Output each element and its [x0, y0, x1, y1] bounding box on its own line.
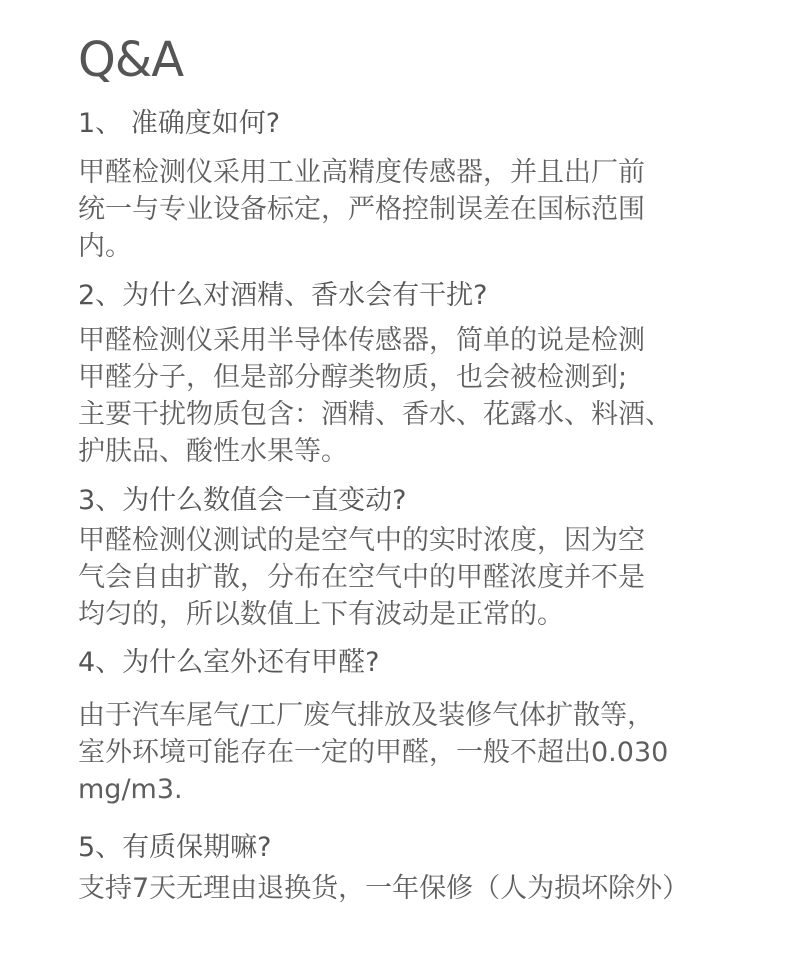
faq-answer [78, 322, 738, 470]
faq-answer [78, 154, 738, 265]
faq-answer-line: 护肤品、酸性水果等。 [78, 436, 348, 467]
faq-item-4 [78, 645, 738, 808]
faq-question: 1、 准确度如何? [78, 108, 281, 139]
faq-answer-line: 甲醛检测仪测试的是空气中的实时浓度，因为空 [78, 525, 645, 556]
faq-item-1 [78, 106, 738, 265]
faq-answer-line: 室外环境可能存在一定的甲醛，一般不超出0.030 [78, 737, 669, 768]
faq-item-5 [78, 830, 738, 907]
faq-answer-line: 甲醛检测仪采用半导体传感器，简单的说是检测 [78, 325, 645, 356]
faq-answer-line: 均匀的，所以数值上下有波动是正常的。 [78, 599, 564, 630]
faq-question: 2、为什么对酒精、香水会有干扰? [78, 280, 488, 311]
faq-answer-line: 支持7天无理由退换货，一年保修（人为损坏除外） [78, 873, 690, 904]
page-title: Q&A [78, 32, 184, 88]
faq-answer-line: 气会自由扩散，分布在空气中的甲醛浓度并不是 [78, 562, 645, 593]
faq-answer-line: 甲醛分子，但是部分醇类物质，也会被检测到; [78, 362, 628, 393]
faq-question: 4、为什么室外还有甲醛? [78, 647, 380, 678]
faq-answer-line: 统一与专业设备标定，严格控制误差在国标范围 [78, 194, 645, 225]
faq-answer [78, 870, 738, 907]
faq-question: 5、有质保期嘛? [78, 832, 272, 863]
faq-item-2 [78, 278, 738, 470]
faq-answer-line: 由于汽车尾气/工厂废气排放及装修气体扩散等， [78, 700, 655, 731]
faq-answer [78, 697, 738, 808]
faq-answer-line: 主要干扰物质包含：酒精、香水、花露水、料酒、 [78, 399, 672, 430]
faq-answer-line: mg/m3. [78, 774, 183, 805]
faq-answer [78, 522, 738, 633]
faq-item-3 [78, 483, 738, 633]
faq-answer-line: 内。 [78, 231, 132, 262]
faq-answer-line: 甲醛检测仪采用工业高精度传感器，并且出厂前 [78, 157, 645, 188]
faq-question: 3、为什么数值会一直变动? [78, 485, 407, 516]
